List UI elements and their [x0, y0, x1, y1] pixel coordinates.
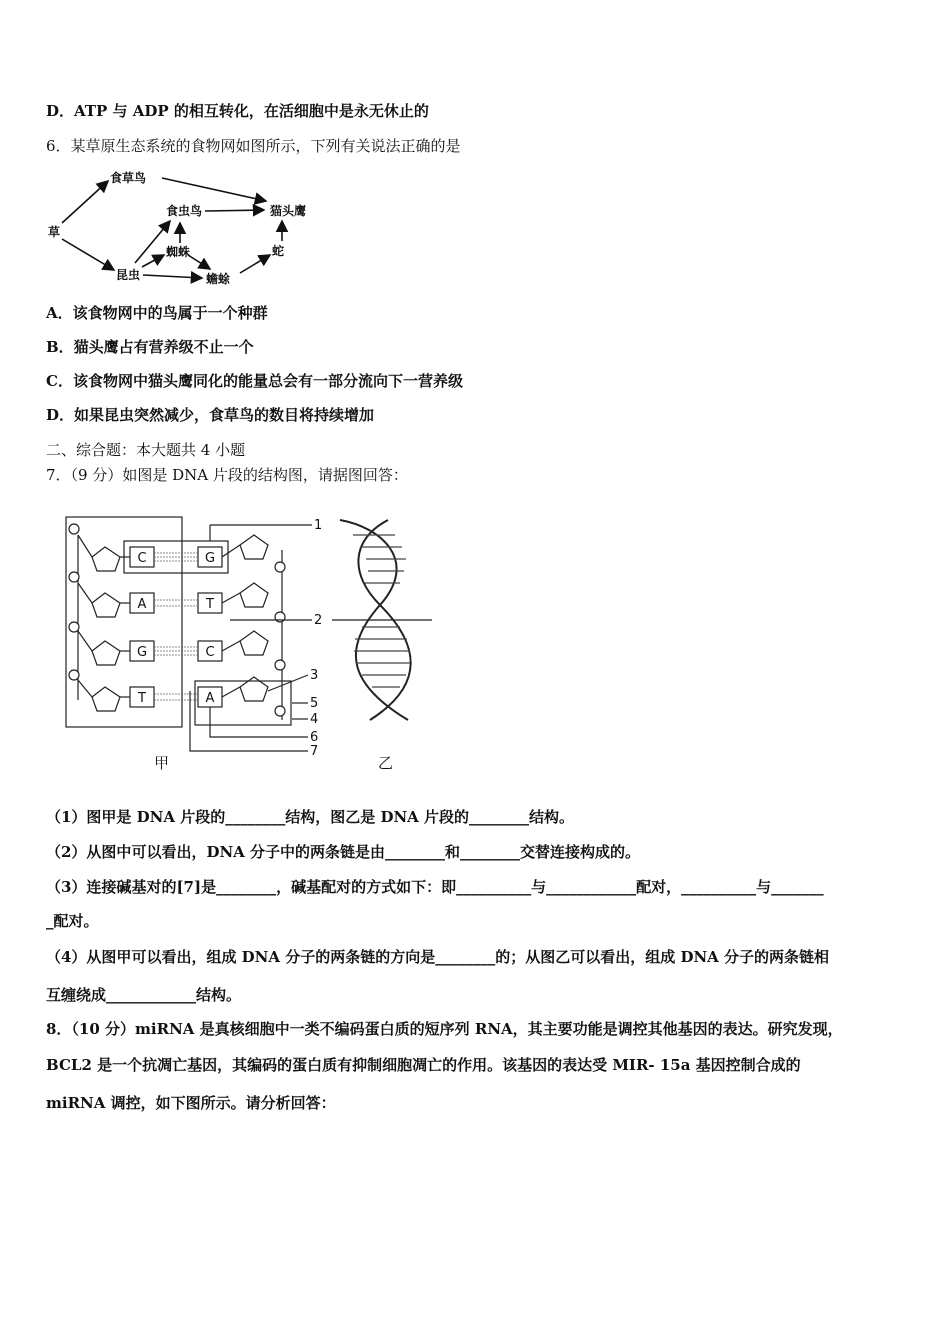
q7-sub3b: _配对。	[46, 912, 99, 930]
right-base-1: G	[204, 551, 216, 566]
node-owl: 猫头鹰	[270, 204, 307, 218]
q8-line2: BCL2 是一个抗凋亡基因，其编码的蛋白质有抑制细胞凋亡的作用。该基因的表达受 MIR- 15a 基因控制合成的	[46, 1056, 801, 1074]
right-base-3: C	[205, 645, 215, 660]
label-3: 3	[310, 668, 319, 683]
left-base-1: C	[137, 551, 147, 566]
q7-stem: 7．（9 分）如图是 DNA 片段的结构图，请据图回答：	[46, 466, 408, 484]
q5-option-d: D．ATP 与 ADP 的相互转化，在活细胞中是永无休止的	[46, 102, 429, 120]
food-web-diagram	[40, 165, 330, 295]
arrow-spider-toad	[188, 255, 210, 269]
arrow-insect-insectbird	[135, 221, 170, 263]
label-4: 4	[310, 712, 319, 727]
q7-sub1: （1）图甲是 DNA 片段的________结构，图乙是 DNA 片段的________结构。	[46, 808, 575, 826]
q7-sub4a: （4）从图甲可以看出，组成 DNA 分子的两条链的方向是________的；从图乙可以看出，组成 DNA 分子的两条链相	[46, 948, 830, 966]
q6-option-d: D．如果昆虫突然减少，食草鸟的数目将持续增加	[46, 406, 375, 424]
q7-sub4b: 互缠绕成____________结构。	[46, 986, 242, 1004]
arrow-insectbird-owl	[205, 210, 264, 211]
arrow-grass-insect	[62, 239, 114, 270]
arrow-insect-spider	[142, 255, 164, 267]
node-snake: 蛇	[272, 244, 285, 258]
right-base-2: T	[206, 597, 214, 612]
q8-line3: miRNA 调控，如下图所示。请分析回答：	[46, 1094, 336, 1112]
node-spider: 蜘蛛	[166, 245, 191, 259]
left-base-4: T	[138, 691, 146, 706]
left-base-3: G	[136, 645, 148, 660]
q7-sub2: （2）从图中可以看出，DNA 分子中的两条链是由________和________交替连接构成的。	[46, 843, 641, 861]
node-toad: 蟾蜍	[206, 272, 231, 286]
q6-stem: 6．某草原生态系统的食物网如图所示，下列有关说法正确的是	[46, 137, 461, 155]
label-yi: 乙	[378, 754, 394, 772]
section-heading: 二、综合题：本大题共 4 小题	[46, 441, 246, 459]
q7-sub3a: （3）连接碱基对的[7]是________，碱基配对的方式如下：即__________与____________配对，__________与_______	[46, 878, 824, 896]
label-jia: 甲	[154, 754, 170, 772]
q6-option-b: B．猫头鹰占有营养级不止一个	[46, 338, 254, 356]
label-5: 5	[310, 696, 319, 711]
left-base-2: A	[137, 597, 147, 612]
node-insect-bird: 食虫鸟	[166, 204, 203, 218]
q6-option-c: C．该食物网中猫头鹰同化的能量总会有一部分流向下一营养级	[46, 372, 463, 390]
label-2: 2	[314, 613, 323, 628]
label-7: 7	[310, 744, 319, 759]
node-insect: 昆虫	[116, 268, 141, 282]
label-1: 1	[314, 518, 323, 533]
arrow-insect-toad	[143, 275, 202, 278]
q8-line1: 8．（10 分）miRNA 是真核细胞中一类不编码蛋白质的短序列 RNA，其主要功能是调控其他基因的表达。研究发现，	[46, 1020, 843, 1038]
arrow-toad-snake	[240, 255, 270, 273]
arrow-seedbird-owl	[162, 178, 266, 201]
right-base-4: A	[205, 691, 215, 706]
node-seed-bird: 食草鸟	[110, 171, 147, 185]
dna-structure-diagram	[50, 505, 440, 780]
arrow-grass-seedbird	[62, 181, 108, 223]
label-6: 6	[310, 730, 319, 745]
q6-option-a: A．该食物网中的鸟属于一个种群	[46, 304, 268, 322]
node-grass: 草	[48, 225, 61, 239]
